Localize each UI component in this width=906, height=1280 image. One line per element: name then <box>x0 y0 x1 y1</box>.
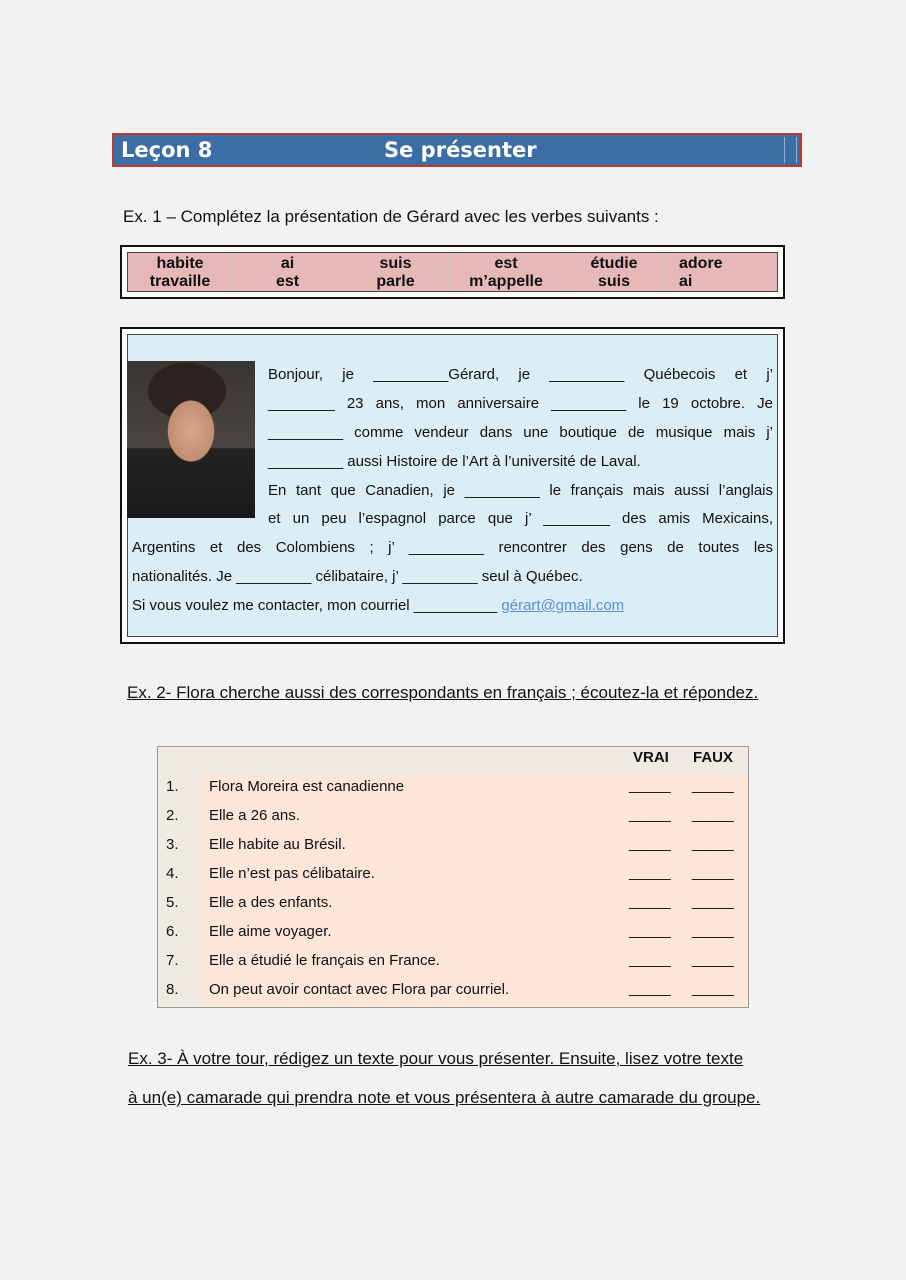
verb-word: ai <box>280 255 295 272</box>
row-statement: Elle habite au Brésil. <box>209 836 346 853</box>
verb-word: habite <box>156 255 204 272</box>
lesson-title: Se présenter <box>384 138 537 162</box>
verb-word: m’appelle <box>469 273 543 290</box>
table-row <box>158 862 748 891</box>
gerard-photo <box>127 361 255 518</box>
verb-word: adore <box>679 255 723 272</box>
contact-line <box>132 591 773 620</box>
verb-word: étudie <box>590 255 638 272</box>
verb-bank-inner <box>127 252 778 292</box>
row-statement: Elle a étudié le français en France. <box>209 952 440 969</box>
table-row <box>158 920 748 949</box>
verb-word: suis <box>597 273 630 290</box>
ex3-instruction-line1: Ex. 3- À votre tour, rédigez un texte pour vous présenter. Ensuite, lisez votre texte <box>128 1049 744 1068</box>
table-header <box>158 747 748 775</box>
ex3-instruction-line2: à un(e) camarade qui prendra note et vous présentera à autre camarade du groupe. <box>128 1088 761 1107</box>
false-blank[interactable]: _____ <box>692 980 734 997</box>
table-row <box>158 978 748 1007</box>
true-blank[interactable]: _____ <box>629 951 671 968</box>
true-blank[interactable]: _____ <box>629 864 671 881</box>
false-blank[interactable]: _____ <box>692 835 734 852</box>
row-number: 6. <box>166 923 179 940</box>
text-line: _________ aussi Histoire de l’Art à l’université de Laval. <box>268 453 641 470</box>
verb-word: suis <box>379 255 412 272</box>
ex1-instruction: Ex. 1 – Complétez la présentation de Gérard avec les verbes suivants : <box>123 207 659 226</box>
column-false: FAUX <box>693 749 734 766</box>
row-number: 3. <box>166 836 179 853</box>
text-line: et un peu l’espagnol parce que j’ ________ des amis Mexicains, <box>268 510 773 527</box>
text-line: Argentins et des Colombiens ; j’ _________ rencontrer des gens de toutes les <box>132 539 773 556</box>
true-blank[interactable]: _____ <box>629 835 671 852</box>
table-row <box>158 949 748 978</box>
table-row <box>158 775 748 804</box>
verb-word: travaille <box>149 273 211 290</box>
row-statement: Elle aime voyager. <box>209 923 332 940</box>
verb-word: est <box>275 273 300 290</box>
row-statement: Flora Moreira est canadienne <box>209 778 405 795</box>
row-number: 2. <box>166 807 179 824</box>
lesson-number: Leçon 8 <box>121 138 213 162</box>
true-false-table <box>157 746 749 1008</box>
false-blank[interactable]: _____ <box>692 922 734 939</box>
false-blank[interactable]: _____ <box>692 806 734 823</box>
ex2-instruction: Ex. 2- Flora cherche aussi des correspondants en français ; écoutez-la et répondez. <box>127 683 759 702</box>
lesson-title-bar <box>112 133 802 167</box>
verb-bank <box>120 245 785 299</box>
true-blank[interactable]: _____ <box>629 893 671 910</box>
table-row <box>158 891 748 920</box>
true-blank[interactable]: _____ <box>629 922 671 939</box>
false-blank[interactable]: _____ <box>692 893 734 910</box>
contact-text: Si vous voulez me contacter, mon courriel __________ <box>132 597 502 614</box>
text-line: En tant que Canadien, je _________ le français mais aussi l’anglais <box>268 482 773 499</box>
row-statement: Elle a 26 ans. <box>209 807 300 824</box>
row-number: 5. <box>166 894 179 911</box>
text-line: Bonjour, je _________Gérard, je _________ Québecois et j’ <box>268 366 773 383</box>
column-true: VRAI <box>633 749 669 766</box>
false-blank[interactable]: _____ <box>692 951 734 968</box>
text-line: _________ comme vendeur dans une boutique de musique mais j’ <box>268 424 773 441</box>
text-line: ________ 23 ans, mon anniversaire _________ le 19 octobre. Je <box>268 395 773 412</box>
verb-word: ai <box>679 273 693 290</box>
row-number: 8. <box>166 981 179 998</box>
verb-word: parle <box>376 273 415 290</box>
false-blank[interactable]: _____ <box>692 864 734 881</box>
email-link[interactable]: gérart@gmail.com <box>501 597 625 614</box>
row-number: 1. <box>166 778 179 795</box>
true-blank[interactable]: _____ <box>629 806 671 823</box>
row-number: 7. <box>166 952 179 969</box>
row-statement: On peut avoir contact avec Flora par courriel. <box>209 981 510 998</box>
table-row <box>158 833 748 862</box>
verb-word: est <box>494 255 518 272</box>
row-statement: Elle n’est pas célibataire. <box>209 865 375 882</box>
false-blank[interactable]: _____ <box>692 777 734 794</box>
row-statement: Elle a des enfants. <box>209 894 333 911</box>
true-blank[interactable]: _____ <box>629 777 671 794</box>
true-blank[interactable]: _____ <box>629 980 671 997</box>
row-number: 4. <box>166 865 179 882</box>
text-line: nationalités. Je _________ célibataire, j’ _________ seul à Québec. <box>132 568 583 585</box>
table-row <box>158 804 748 833</box>
